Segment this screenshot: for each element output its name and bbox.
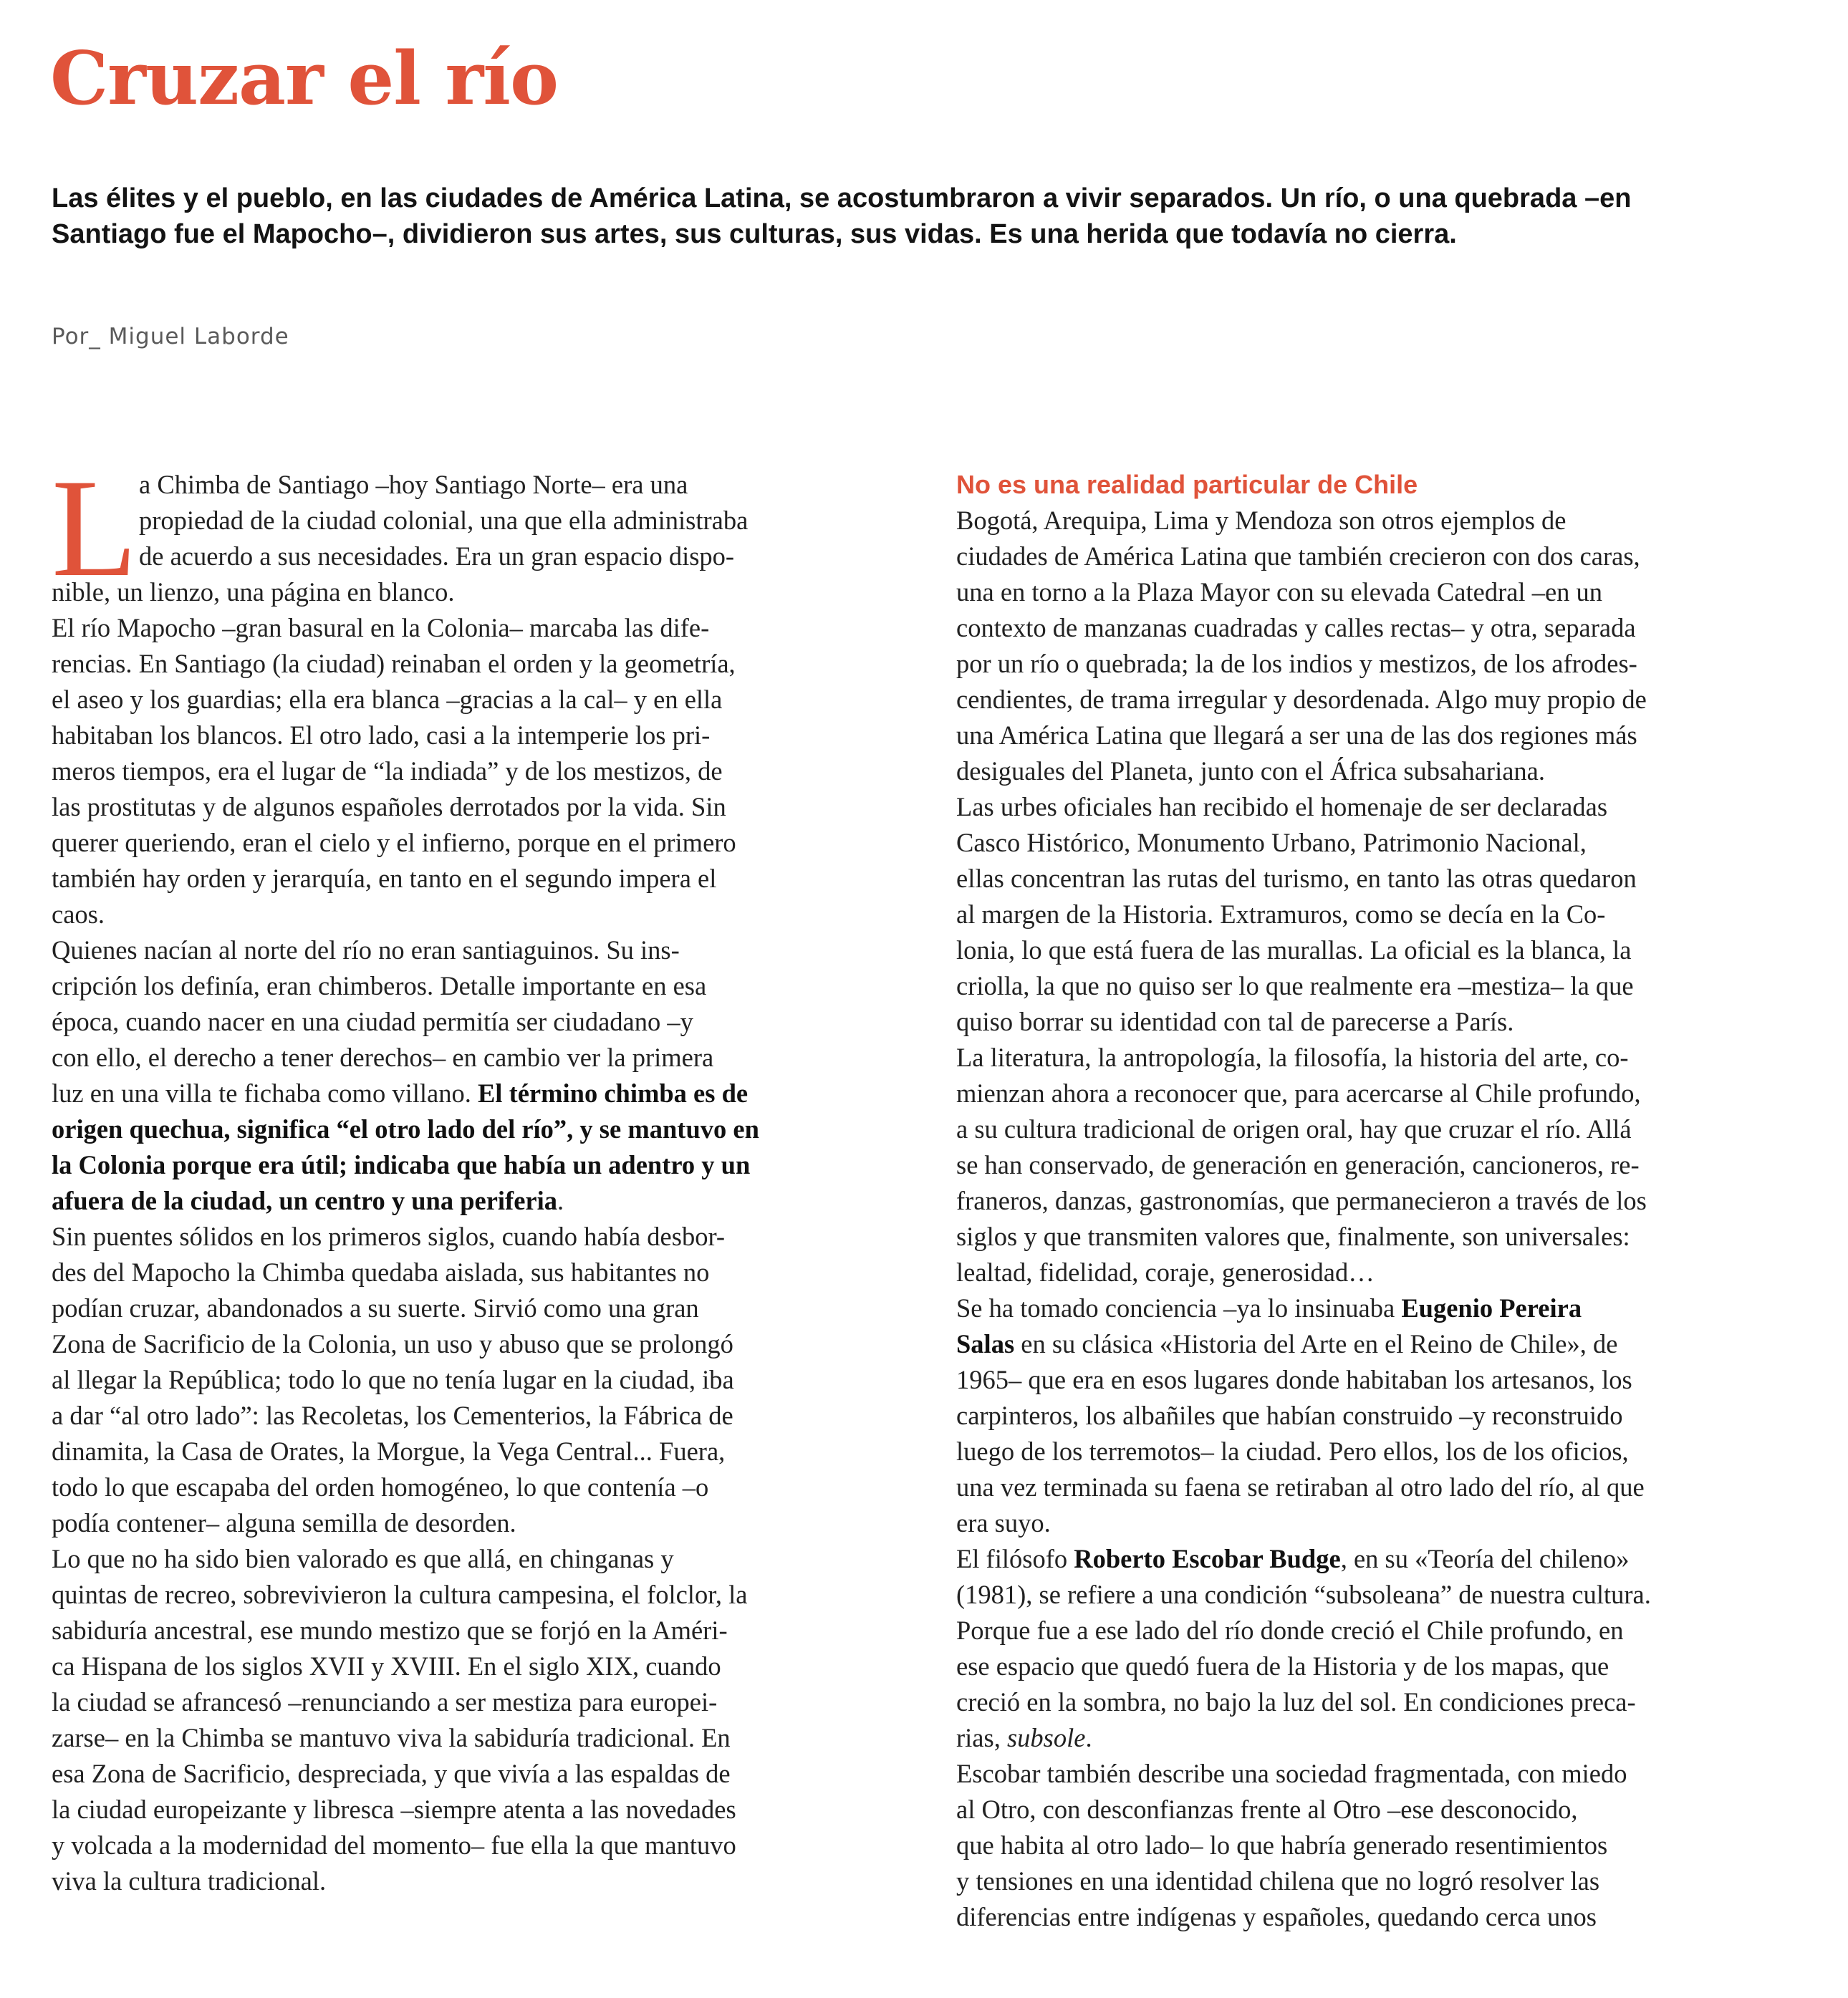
text-line: al Otro, con desconfianzas frente al Otro –ese desconocido, xyxy=(956,1795,1578,1824)
text-line: carpinteros, los albañiles que habían construido –y reconstruido xyxy=(956,1401,1623,1430)
text-line: y volcada a la modernidad del momento– fue ella la que mantuvo xyxy=(52,1830,736,1860)
text-line: ellas concentran las rutas del turismo, en tanto las otras quedaron xyxy=(956,864,1637,893)
text-line: dinamita, la Casa de Orates, la Morgue, la Vega Central... Fuera, xyxy=(52,1437,726,1466)
text-run: El filósofo xyxy=(956,1544,1074,1573)
text-line: contexto de manzanas cuadradas y calles rectas– y otra, separada xyxy=(956,613,1636,642)
text-line: ese espacio que quedó fuera de la Historia y de los mapas, que xyxy=(956,1651,1609,1681)
text-line: luego de los terremotos– la ciudad. Pero ellos, los de los oficios, xyxy=(956,1437,1629,1466)
paragraph xyxy=(956,503,1758,789)
lead-line: Las élites y el pueblo, en las ciudades de América Latina, se acostumbraron a vivir separados. Un río, o una quebrada –en xyxy=(52,183,1632,213)
bold-run: El término chimba es de xyxy=(477,1078,749,1108)
text-line: El río Mapocho –gran basural en la Colonia– marcaba las dife- xyxy=(52,613,710,642)
text-line: podían cruzar, abandonados a su suerte. Sirvió como una gran xyxy=(52,1293,699,1323)
text-line: también hay orden y jerarquía, en tanto en el segundo impera el xyxy=(52,864,717,893)
italic-run: subsole xyxy=(1006,1723,1086,1752)
text-line: querer queriendo, eran el cielo y el infierno, porque en el primero xyxy=(52,828,736,857)
text-line xyxy=(52,1111,839,1147)
paragraph xyxy=(52,1541,839,1899)
text-line: creció en la sombra, no bajo la luz del sol. En condiciones preca- xyxy=(956,1687,1636,1717)
text-line: una en torno a la Plaza Mayor con su elevada Catedral –en un xyxy=(956,577,1603,607)
paragraph xyxy=(956,1040,1758,1290)
paragraph xyxy=(52,1219,839,1541)
text-line: las prostitutas y de algunos españoles derrotados por la vida. Sin xyxy=(52,792,726,821)
paragraph xyxy=(52,610,839,932)
text-line: Sin puentes sólidos en los primeros siglos, cuando había desbor- xyxy=(52,1222,726,1251)
text-line: que habita al otro lado– lo que habría generado resentimientos xyxy=(956,1830,1608,1860)
section-subheading: No es una realidad particular de Chile xyxy=(956,470,1418,499)
text-line: desiguales del Planeta, junto con el África subsahariana. xyxy=(956,756,1545,786)
text-line: viva la cultura tradicional. xyxy=(52,1866,327,1896)
text-line xyxy=(956,1541,1758,1577)
text-line: habitaban los blancos. El otro lado, casi a la intemperie los pri- xyxy=(52,720,711,750)
text-line: la ciudad europeizante y libresca –siempre atenta a las novedades xyxy=(52,1795,736,1824)
text-line: por un río o quebrada; la de los indios y mestizos, de los afrodes- xyxy=(956,649,1637,678)
bold-run: Eugenio Pereira xyxy=(1401,1293,1582,1323)
text-line: Zona de Sacrificio de la Colonia, un uso y abuso que se prolongó xyxy=(52,1329,733,1358)
text-line: Las urbes oficiales han recibido el homenaje de ser declaradas xyxy=(956,792,1608,821)
text-line: se han conservado, de generación en generación, cancioneros, re- xyxy=(956,1150,1640,1179)
text-line: y tensiones en una identidad chilena que no logró resolver las xyxy=(956,1866,1600,1896)
text-run: , en su «Teoría del chileno» xyxy=(1340,1544,1630,1573)
text-line: con ello, el derecho a tener derechos– en cambio ver la primera xyxy=(52,1043,714,1072)
text-line: meros tiempos, era el lugar de “la indiada” y de los mestizos, de xyxy=(52,756,723,786)
text-line: ca Hispana de los siglos XVII y XVIII. En el siglo XIX, cuando xyxy=(52,1651,721,1681)
text-line: Quienes nacían al norte del río no eran santiaguinos. Su ins- xyxy=(52,935,680,965)
text-line: rencias. En Santiago (la ciudad) reinaban el orden y la geometría, xyxy=(52,649,736,678)
text-line: caos. xyxy=(52,899,105,929)
left-column xyxy=(52,450,839,1899)
text-line: Lo que no ha sido bien valorado es que allá, en chinganas y xyxy=(52,1544,674,1573)
text-run: Se ha tomado conciencia –ya lo insinuaba xyxy=(956,1293,1402,1323)
text-line xyxy=(52,1183,839,1219)
text-run: rias, xyxy=(956,1723,1007,1752)
paragraph xyxy=(956,789,1758,1040)
paragraph xyxy=(956,1541,1758,1756)
bold-run: Roberto Escobar Budge xyxy=(1074,1544,1341,1573)
bold-run: afuera de la ciudad, un centro y una periferia xyxy=(52,1186,557,1215)
right-column xyxy=(956,467,1758,1935)
text-line: al llegar la República; todo lo que no tenía lugar en la ciudad, iba xyxy=(52,1365,734,1394)
text-line: de acuerdo a sus necesidades. Era un gran espacio dispo- xyxy=(139,541,735,571)
author-byline: Por_ Miguel Laborde xyxy=(52,324,289,349)
text-run: . xyxy=(1085,1723,1092,1752)
text-run: . xyxy=(557,1186,564,1215)
text-line: todo lo que escapaba del orden homogéneo, lo que contenía –o xyxy=(52,1472,709,1502)
text-line: Bogotá, Arequipa, Lima y Mendoza son otros ejemplos de xyxy=(956,506,1567,535)
text-line: una América Latina que llegará a ser una de las dos regiones más xyxy=(956,720,1637,750)
text-line: cendientes, de trama irregular y desordenada. Algo muy propio de xyxy=(956,685,1647,714)
text-line: una vez terminada su faena se retiraban al otro lado del río, al que xyxy=(956,1472,1645,1502)
text-line: al margen de la Historia. Extramuros, como se decía en la Co- xyxy=(956,899,1606,929)
text-line: propiedad de la ciudad colonial, una que ella administraba xyxy=(139,506,749,535)
text-line xyxy=(52,1147,839,1183)
text-line: zarse– en la Chimba se mantuvo viva la sabiduría tradicional. En xyxy=(52,1723,731,1752)
text-line: a Chimba de Santiago –hoy Santiago Norte– era una xyxy=(139,470,688,499)
text-line: ciudades de América Latina que también crecieron con dos caras, xyxy=(956,541,1640,571)
text-line: siglos y que transmiten valores que, finalmente, son universales: xyxy=(956,1222,1630,1251)
paragraph xyxy=(52,932,839,1219)
text-line: 1965– que era en esos lugares donde habitaban los artesanos, los xyxy=(956,1365,1632,1394)
article-title: Cruzar el río xyxy=(50,36,559,122)
text-line: el aseo y los guardias; ella era blanca –gracias a la cal– y en ella xyxy=(52,685,723,714)
text-line: diferencias entre indígenas y españoles, quedando cerca unos xyxy=(956,1902,1597,1931)
text-line: Casco Histórico, Monumento Urbano, Patrimonio Nacional, xyxy=(956,828,1587,857)
text-line: la ciudad se afrancesó –renunciando a ser mestiza para europei- xyxy=(52,1687,718,1717)
text-line: a su cultura tradicional de origen oral, hay que cruzar el río. Allá xyxy=(956,1114,1632,1144)
text-line: des del Mapocho la Chimba quedaba aislada, sus habitantes no xyxy=(52,1258,710,1287)
text-line: quiso borrar su identidad con tal de parecerse a París. xyxy=(956,1007,1514,1036)
text-line: mienzan ahora a reconocer que, para acercarse al Chile profundo, xyxy=(956,1078,1641,1108)
article-lead xyxy=(52,180,1771,252)
lead-line: Santiago fue el Mapocho–, dividieron sus artes, sus culturas, sus vidas. Es una herida que todavía no cierra. xyxy=(52,219,1457,249)
text-line: podía contener– alguna semilla de desorden. xyxy=(52,1508,516,1538)
text-line: (1981), se refiere a una condición “subsoleana” de nuestra cultura. xyxy=(956,1580,1651,1609)
text-line: a dar “al otro lado”: las Recoletas, los Cementerios, la Fábrica de xyxy=(52,1401,733,1430)
text-run: en su clásica «Historia del Arte en el Reino de Chile», de xyxy=(1014,1329,1618,1358)
bold-run: Salas xyxy=(956,1329,1015,1358)
text-line xyxy=(956,1326,1758,1362)
bold-run: la Colonia porque era útil; indicaba que había un adentro y un xyxy=(52,1150,751,1179)
text-line: era suyo. xyxy=(956,1508,1051,1538)
paragraph xyxy=(956,1290,1758,1541)
text-run: luz en una villa te fichaba como villano. xyxy=(52,1078,478,1108)
text-line: sabiduría ancestral, ese mundo mestizo que se forjó en la Améri- xyxy=(52,1616,728,1645)
paragraph xyxy=(956,1756,1758,1935)
drop-cap: L xyxy=(52,450,138,606)
text-line: criolla, la que no quiso ser lo que realmente era –mestiza– la que xyxy=(956,971,1634,1000)
text-line: La literatura, la antropología, la filosofía, la historia del arte, co- xyxy=(956,1043,1629,1072)
text-line: esa Zona de Sacrificio, despreciada, y que vivía a las espaldas de xyxy=(52,1759,731,1788)
text-line xyxy=(956,1720,1758,1756)
text-line: época, cuando nacer en una ciudad permitía ser ciudadano –y xyxy=(52,1007,693,1036)
text-line xyxy=(956,1290,1758,1326)
text-line: lealtad, fidelidad, coraje, generosidad… xyxy=(956,1258,1375,1287)
text-line: quintas de recreo, sobrevivieron la cultura campesina, el folclor, la xyxy=(52,1580,748,1609)
text-line: franeros, danzas, gastronomías, que permanecieron a través de los xyxy=(956,1186,1647,1215)
text-line: Escobar también describe una sociedad fragmentada, con miedo xyxy=(956,1759,1627,1788)
text-line: Porque fue a ese lado del río donde creció el Chile profundo, en xyxy=(956,1616,1624,1645)
paragraph xyxy=(52,450,839,610)
text-line xyxy=(52,1076,839,1111)
bold-run: origen quechua, significa “el otro lado del río”, y se mantuvo en xyxy=(52,1114,759,1144)
text-line: cripción los definía, eran chimberos. Detalle importante en esa xyxy=(52,971,707,1000)
text-line: nible, un lienzo, una página en blanco. xyxy=(52,577,455,607)
text-line: lonia, lo que está fuera de las murallas. La oficial es la blanca, la xyxy=(956,935,1632,965)
